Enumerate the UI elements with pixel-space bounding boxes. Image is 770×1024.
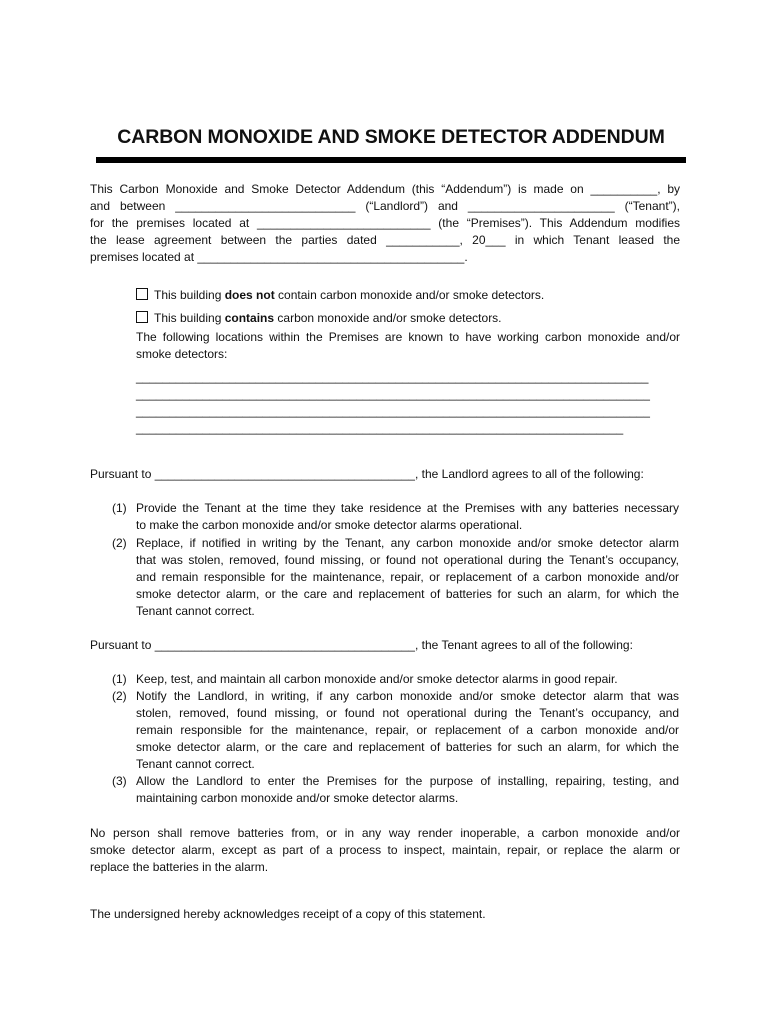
landlord-item-line: that was stolen, removed, found missing, or found not operational during the Tenant’s occupancy, [136,553,679,567]
location-blank[interactable]: _____________________________________________________________________________ [136,404,650,418]
landlord-item-line: Replace, if notified in writing by the Tenant, any carbon monoxide and/or smoke detector alarm [136,536,679,550]
locations-line: smoke detectors: [136,347,228,361]
checkbox-row-contains [136,310,502,327]
intro-line: This Carbon Monoxide and Smoke Detector Addendum (this “Addendum”) is made on __________, by [90,182,680,196]
checkbox-label-suffix: carbon monoxide and/or smoke detectors. [274,311,502,325]
checkbox-label-suffix: contain carbon monoxide and/or smoke detectors. [274,288,545,302]
landlord-item-number: (2) [112,536,127,550]
checkbox-contains[interactable] [136,311,148,323]
tenant-heading: Pursuant to _______________________________________, the Tenant agrees to all of the following: [90,638,633,652]
location-blank[interactable]: _____________________________________________________________________________ [136,370,649,384]
tenant-item-line: Keep, test, and maintain all carbon monoxide and/or smoke detector alarms in good repair. [136,672,618,686]
checkbox-label-bold: contains [224,311,275,325]
acknowledgement-text: The undersigned hereby acknowledges receipt of a copy of this statement. [90,907,486,921]
removal-line: smoke detector alarm, except as part of a process to inspect, maintain, repair, or replace the alarm or [90,843,680,857]
landlord-item-line: Provide the Tenant at the time they take residence at the Premises with any batteries necessary [136,501,679,515]
checkbox-label-prefix: This building [154,288,225,302]
removal-line: No person shall remove batteries from, or in any way render inoperable, a carbon monoxide and/or [90,826,680,840]
tenant-item-number: (2) [112,689,127,703]
landlord-item-line: and remain responsible for the maintenance, repair, or replacement of a carbon monoxide and/or [136,570,679,584]
title-rule [96,157,686,163]
landlord-item-line: smoke detector alarm, or the care and replacement of batteries for such an alarm, for which the [136,587,679,601]
checkbox-label-bold: does not [224,288,275,302]
tenant-item-line: stolen, removed, found missing, or found not operational during the Tenant’s occupancy, and [136,706,679,720]
intro-line: the lease agreement between the parties dated ___________, 20___ in which Tenant leased the [90,233,680,247]
location-blank[interactable]: _____________________________________________________________________________ [136,387,650,401]
tenant-item-line: smoke detector alarm, or the care and replacement of batteries for such an alarm, for which the [136,740,679,754]
intro-line: and between ___________________________ (“Landlord”) and ______________________ (“Tenant”), [90,199,680,213]
tenant-item-line: Allow the Landlord to enter the Premises for the purpose of installing, repairing, testing, and [136,774,679,788]
checkbox-does-not[interactable] [136,288,148,300]
tenant-item-line: remain responsible for the maintenance, repair, or replacement of a carbon monoxide and/or [136,723,679,737]
landlord-heading: Pursuant to _______________________________________, the Landlord agrees to all of the following: [90,467,644,481]
checkbox-label-prefix: This building [154,311,225,325]
intro-line: premises located at ________________________________________. [90,250,468,264]
removal-line: replace the batteries in the alarm. [90,860,269,874]
checkbox-row-does-not [136,287,544,304]
tenant-item-number: (1) [112,672,127,686]
locations-line: The following locations within the Premises are known to have working carbon monoxide and/or [136,330,680,344]
document-title: CARBON MONOXIDE AND SMOKE DETECTOR ADDENDUM [117,126,665,148]
landlord-item-number: (1) [112,501,127,515]
landlord-item-line: Tenant cannot correct. [136,604,255,618]
intro-line: for the premises located at __________________________ (the “Premises”). This Addendum modifies [90,216,680,230]
tenant-item-number: (3) [112,774,127,788]
tenant-item-line: maintaining carbon monoxide and/or smoke detector alarms. [136,791,459,805]
tenant-item-line: Notify the Landlord, in writing, if any carbon monoxide and/or smoke detector alarm that was [136,689,679,703]
landlord-item-line: to make the carbon monoxide and/or smoke detector alarms operational. [136,518,523,532]
location-blank[interactable]: _________________________________________________________________________ [136,421,624,435]
tenant-item-line: Tenant cannot correct. [136,757,255,771]
